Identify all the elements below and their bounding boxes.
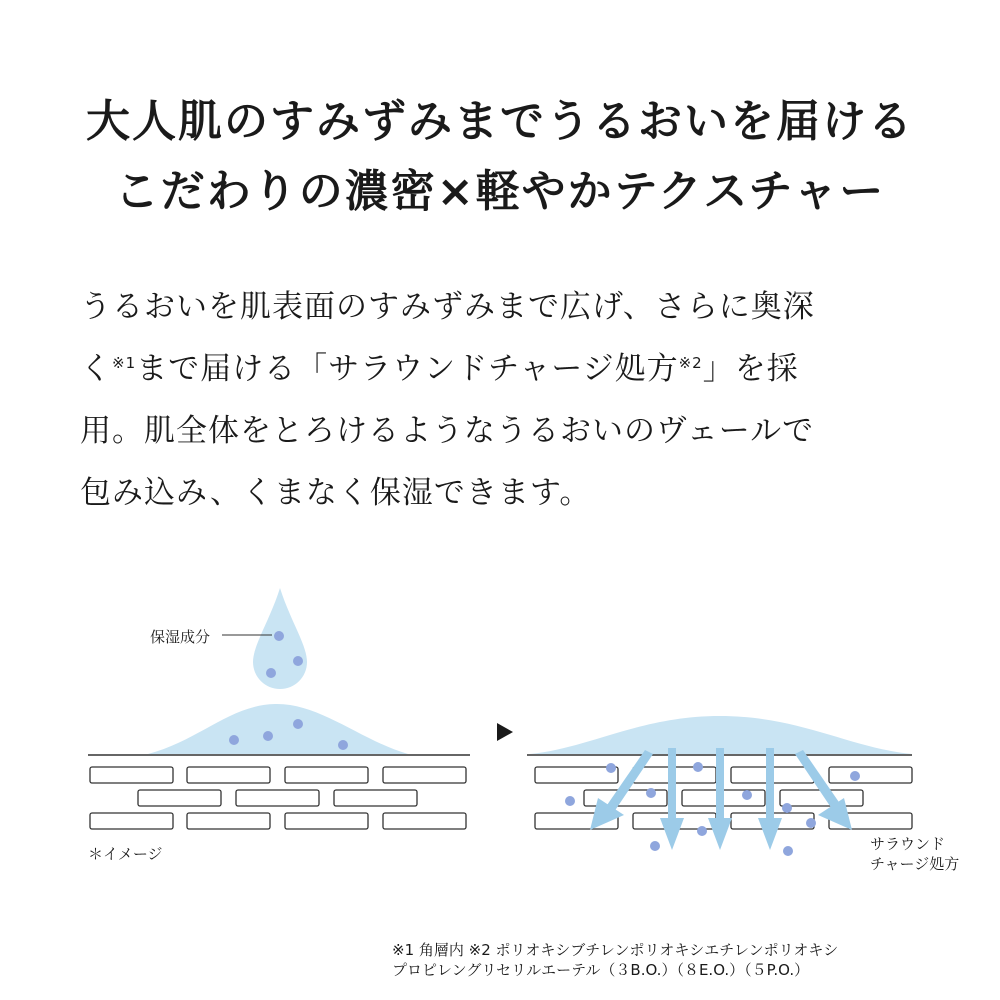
description-line-3: 用。肌全体をとろけるようなうるおいのヴェールで bbox=[80, 413, 815, 449]
left-panel bbox=[88, 588, 470, 829]
ingredient-dot bbox=[650, 841, 660, 851]
ingredient-dot bbox=[742, 790, 752, 800]
corneocyte-cell bbox=[90, 813, 173, 829]
headline-line-2: こだわりの濃密×軽やかテクスチャー bbox=[114, 166, 886, 217]
corneocyte-cell bbox=[138, 790, 221, 806]
stratum-corneum-bricks bbox=[90, 767, 466, 829]
surround-label-line-1: サラウンド bbox=[870, 835, 946, 853]
moisture-mound bbox=[148, 704, 408, 754]
surround-charge-label bbox=[870, 834, 959, 874]
ingredient-dot bbox=[697, 826, 707, 836]
corneocyte-cell bbox=[829, 767, 912, 783]
description-text: 」を採 bbox=[702, 351, 799, 387]
surround-label-line-2: チャージ処方 bbox=[870, 855, 960, 873]
ingredient-dot bbox=[266, 668, 276, 678]
ingredient-dot bbox=[606, 763, 616, 773]
corneocyte-cell bbox=[285, 813, 368, 829]
ingredient-dot bbox=[338, 740, 348, 750]
corneocyte-cell bbox=[383, 767, 466, 783]
ingredient-dot bbox=[693, 762, 703, 772]
corneocyte-cell bbox=[285, 767, 368, 783]
ingredient-dot bbox=[782, 803, 792, 813]
corneocyte-cell bbox=[383, 813, 466, 829]
ingredient-dot bbox=[565, 796, 575, 806]
footnote-line-1: ※1 角層内 ※2 ポリオキシブチレンポリオキシエチレンポリオキシ bbox=[392, 941, 839, 959]
footnote-ref-1: ※1 bbox=[112, 354, 137, 372]
ingredient-dot bbox=[806, 818, 816, 828]
description-line-4: 包み込み、くまなく保湿できます。 bbox=[80, 475, 592, 511]
ingredient-dot bbox=[646, 788, 656, 798]
description-line-1: うるおいを肌表面のすみずみまで広げ、さらに奥深 bbox=[80, 289, 815, 325]
headline-line-1: 大人肌のすみずみまでうるおいを届ける bbox=[86, 96, 914, 147]
corneocyte-cell bbox=[236, 790, 319, 806]
ingredient-dot bbox=[783, 846, 793, 856]
corneocyte-cell bbox=[535, 767, 618, 783]
description-text: まで届ける「サラウンドチャージ処方 bbox=[136, 351, 679, 387]
ingredient-label: 保湿成分 bbox=[150, 628, 211, 646]
ingredient-dot bbox=[293, 656, 303, 666]
right-triangle-icon bbox=[497, 723, 513, 741]
ingredient-dot bbox=[293, 719, 303, 729]
footnote-ref-2: ※2 bbox=[678, 354, 703, 372]
corneocyte-cell bbox=[187, 767, 270, 783]
ingredient-dot bbox=[229, 735, 239, 745]
description-text: く bbox=[80, 351, 112, 387]
right-panel bbox=[527, 716, 912, 856]
ingredient-dot bbox=[850, 771, 860, 781]
image-note: ＊イメージ bbox=[88, 845, 163, 863]
footnote-line-2: プロピレングリセリルエーテル（３B.O.）（８E.O.）（５P.O.） bbox=[392, 961, 810, 979]
ingredient-dot bbox=[263, 731, 273, 741]
ingredient-dot bbox=[274, 631, 284, 641]
corneocyte-cell bbox=[187, 813, 270, 829]
corneocyte-cell bbox=[90, 767, 173, 783]
corneocyte-cell bbox=[334, 790, 417, 806]
footnotes bbox=[392, 940, 838, 980]
